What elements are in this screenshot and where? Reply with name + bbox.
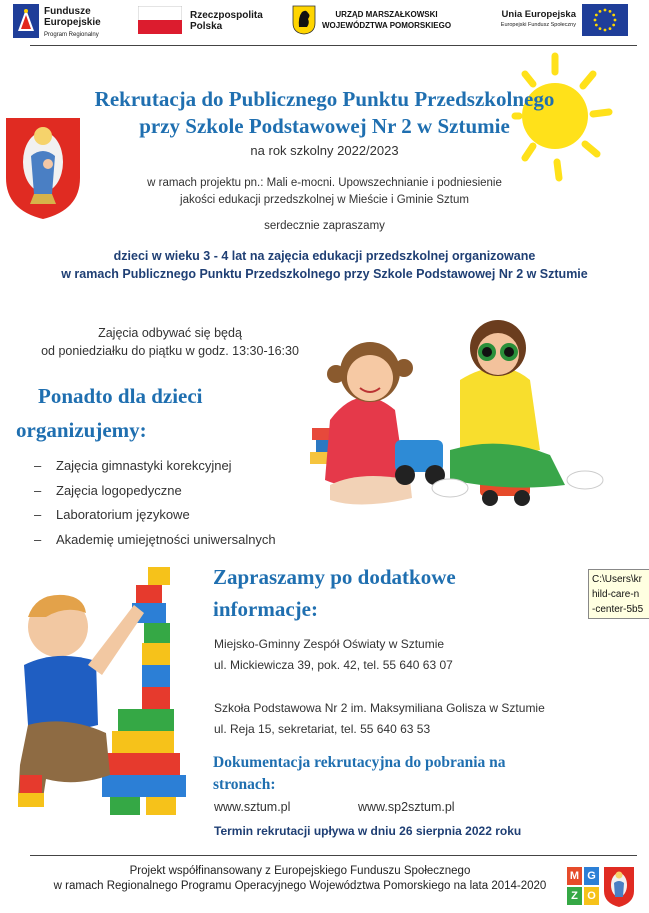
schedule-line-1: Zajęcia odbywać się będą [98,326,242,340]
title-line-2: przy Szkole Podstawowej Nr 2 w Sztumie [139,114,510,138]
contact2-line-1: Szkoła Podstawowa Nr 2 im. Maksymiliana Golisza w Sztumie [214,701,545,715]
schedule-line-2: od poniedziałku do piątku w godz. 13:30-16:30 [41,344,299,358]
fe-title: Fundusze Europejskie Program Regionalny [44,6,101,38]
footer-divider [30,855,637,856]
pomorskie-griffin-icon [292,5,316,35]
info-heading-1: Zapraszamy po dodatkowe [213,565,456,589]
list-item: – Zajęcia gimnastyki korekcyjnej [34,458,276,483]
school-year: na rok szkolny 2022/2023 [250,143,399,158]
docs-heading-1: Dokumentacja rekrutacyjna do pobrania na [213,754,506,771]
docs-heading-2: stronach: [213,776,276,793]
mgzo-letter: M [567,867,582,885]
title-line-1: Rekrutacja do Publicznego Punktu Przedszkolnego [94,87,555,111]
eu-star-icon [612,24,615,27]
unia-europejska-logo [484,4,634,38]
mgzo-logo [567,867,599,905]
eu-star-icon [609,27,612,30]
file-path-tooltip [588,569,649,619]
contact2-line-2: ul. Reja 15, sekretariat, tel. 55 640 63 53 [214,722,431,736]
link-sztum[interactable]: www.sztum.pl [214,800,291,814]
urzad-marszalkowski-logo [292,5,462,37]
boy-with-blocks-image [6,565,202,825]
tooltip-line-3: -center-5b5 [592,604,644,615]
eu-star-icon [609,10,612,13]
extra-heading-1: Ponadto dla dzieci [38,384,203,408]
info-heading-2: informacje: [213,597,318,621]
contact1-line-1: Miejsko-Gminny Zespół Oświaty w Sztumie [214,637,445,651]
footer-line-2: w ramach Regionalnego Programu Operacyjnego Województwa Pomorskiego na lata 2014-2020 [53,880,547,892]
mgzo-letter: O [584,887,599,905]
eu-star-icon [604,9,607,12]
um-title: URZĄD MARSZAŁKOWSKI WOJEWÓDZTWA POMORSKIEGO [322,10,452,30]
deadline-text: Termin rekrutacji upływa w dniu 26 sierpnia 2022 roku [214,824,522,838]
eu-star-icon [599,27,602,30]
list-item: – Zajęcia logopedyczne [34,483,276,508]
target-line-2: w ramach Publicznego Punktu Przedszkolnego przy Szkole Podstawowej Nr 2 w Sztumie [61,267,588,281]
activities-list [34,458,276,556]
tooltip-line-2: hild-care-n [592,589,640,600]
mgzo-letter: G [584,867,599,885]
eu-star-icon [612,14,615,17]
polish-flag-icon [138,6,182,34]
target-line-1: dzieci w wieku 3 - 4 lat na zajęcia edukacji przedszkolnej organizowane [113,249,536,263]
ue-subtitle: Europejski Fundusz Społeczny [500,22,576,28]
ue-title: Unia Europejska [501,9,576,20]
invite-text: serdecznie zapraszamy [264,220,385,232]
project-line-2: jakości edukacji przedszkolnej w Mieście i Gminie Sztum [180,194,469,206]
mgzo-letter: Z [567,887,582,905]
tooltip-line-1: C:\Users\kr [592,574,642,585]
link-sp2sztum[interactable]: www.sp2sztum.pl [358,800,455,814]
eu-flag-icon [582,4,628,36]
rp-title: Rzeczpospolita Polska [190,10,263,32]
list-item: – Laboratorium językowe [34,507,276,532]
eu-star-icon [594,19,597,22]
list-item: – Akademię umiejętności uniwersalnych [34,532,276,557]
eu-star-icon [599,10,602,13]
fundusze-europejskie-logo [13,4,123,38]
eu-star-icon [604,29,607,32]
eu-star-icon [614,19,617,22]
rzeczpospolita-logo [138,6,268,36]
sztum-crest-small-icon [603,866,635,908]
fe-star-icon [13,4,39,38]
eu-star-icon [595,24,598,27]
eu-star-icon [595,14,598,17]
children-playing-image [300,310,610,520]
extra-heading-2: organizujemy: [16,418,147,442]
footer-line-1: Projekt współfinansowany z Europejskiego Funduszu Społecznego [129,865,471,877]
contact1-line-2: ul. Mickiewicza 39, pok. 42, tel. 55 640 63 07 [214,658,453,672]
project-line-1: w ramach projektu pn.: Mali e-mocni. Upowszechnianie i podniesienie [147,177,502,189]
header-divider [30,45,637,46]
